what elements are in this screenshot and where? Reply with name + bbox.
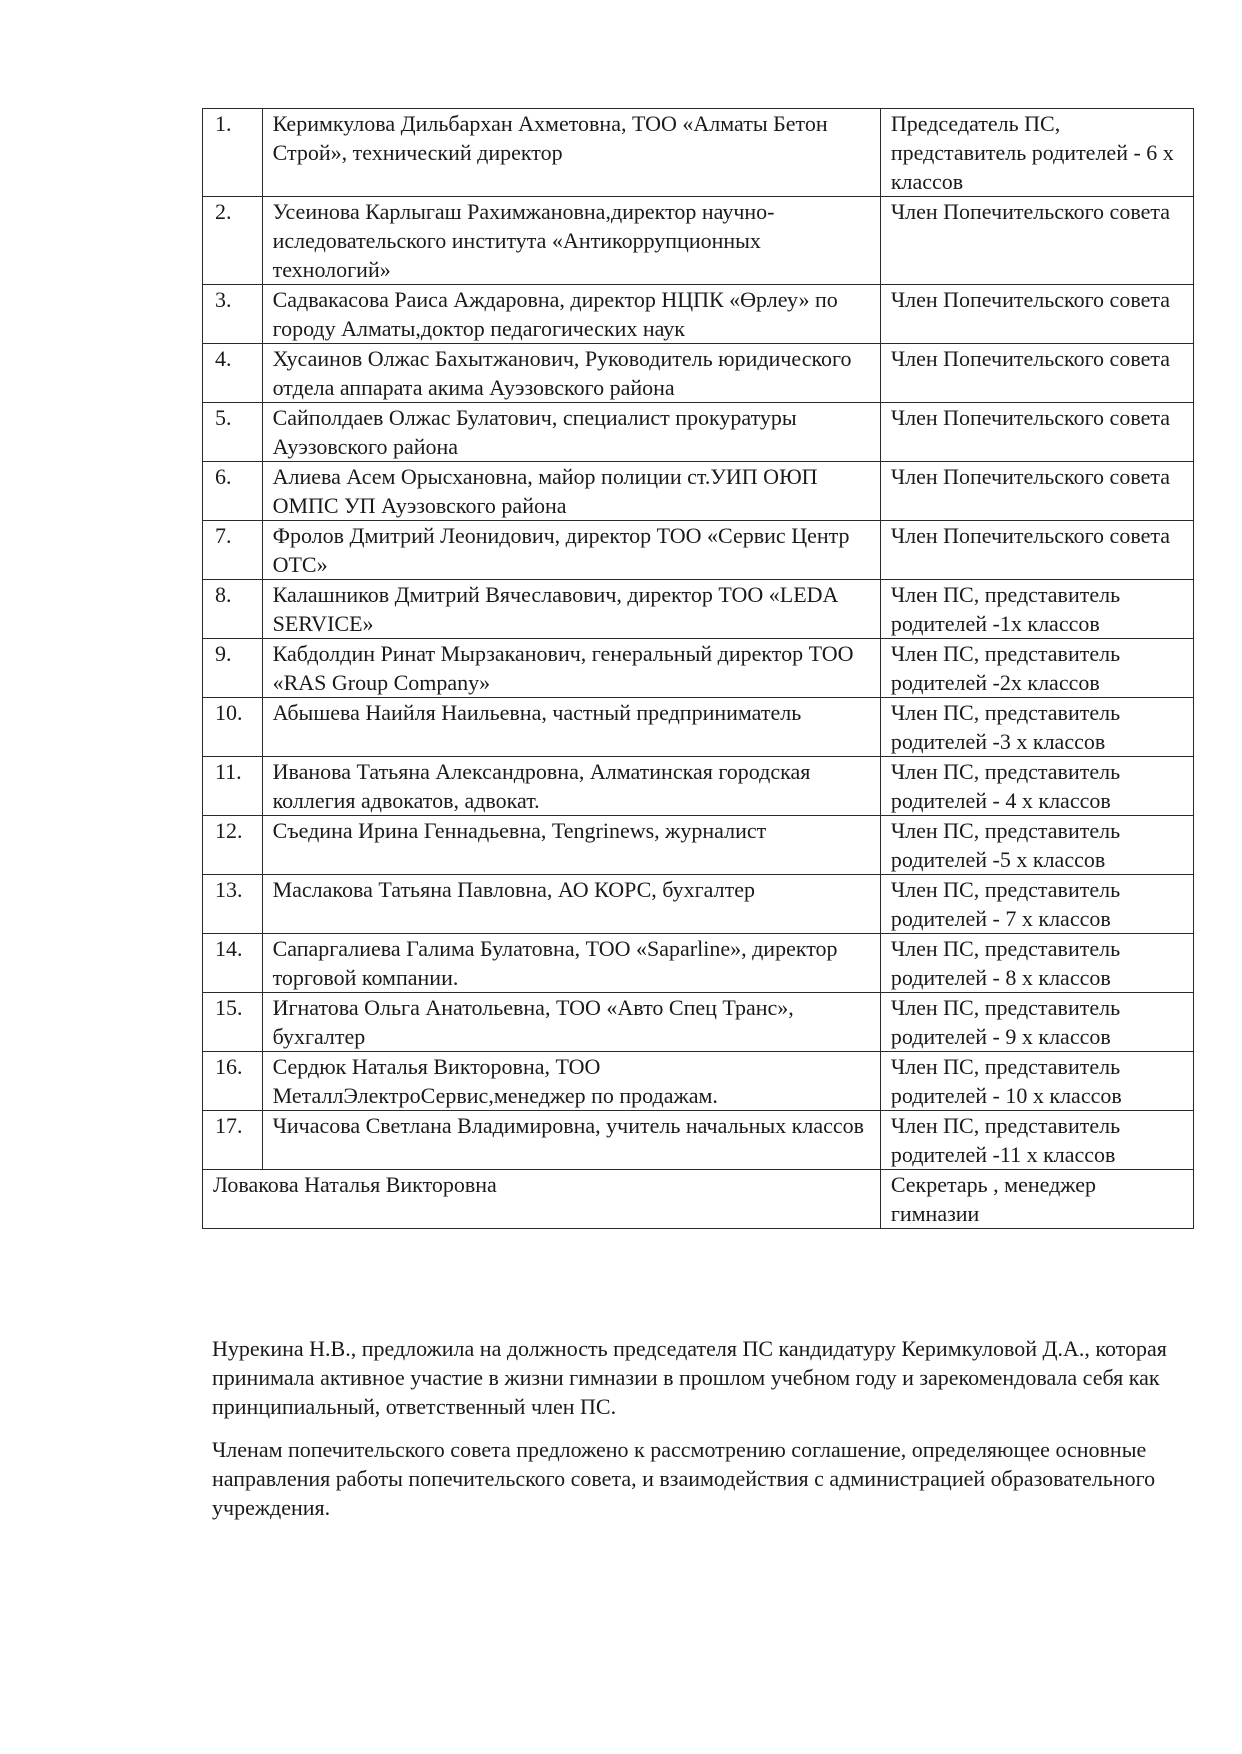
- member-description: Съедина Ирина Геннадьевна, Tengrinews, журналист: [262, 816, 880, 875]
- row-number: 2.: [203, 197, 263, 285]
- row-number: 4.: [203, 344, 263, 403]
- table-row: [203, 934, 1194, 993]
- row-number: 7.: [203, 521, 263, 580]
- table-row: [203, 1052, 1194, 1111]
- row-number: 8.: [203, 580, 263, 639]
- member-role: Член Попечительского совета: [880, 285, 1193, 344]
- member-role: Член ПС, представитель родителей -5 х классов: [880, 816, 1193, 875]
- row-number: 17.: [203, 1111, 263, 1170]
- member-role: Член ПС, представитель родителей -1х классов: [880, 580, 1193, 639]
- member-description: Иванова Татьяна Александровна, Алматинская городская коллегия адвокатов, адвокат.: [262, 757, 880, 816]
- member-description: Алиева Асем Орысхановна, майор полиции ст.УИП ОЮП ОМПС УП Ауэзовского района: [262, 462, 880, 521]
- member-description: Абышева Наийля Наильевна, частный предприниматель: [262, 698, 880, 757]
- paragraph-agreement: Членам попечительского совета предложено к рассмотрению соглашение, определяющее основные направления работы попечительского совета, и взаимодействия с администрацией образовательного учреждения.: [212, 1437, 1156, 1520]
- table-row: [203, 757, 1194, 816]
- row-number: 15.: [203, 993, 263, 1052]
- member-role: Председатель ПС, представитель родителей - 6 х классов: [880, 109, 1193, 197]
- row-number: 9.: [203, 639, 263, 698]
- member-description: Калашников Дмитрий Вячеславович, директор ТОО «LEDA SERVICE»: [262, 580, 880, 639]
- member-description: Фролов Дмитрий Леонидович, директор ТОО «Сервис Центр ОТС»: [262, 521, 880, 580]
- table-row: [203, 875, 1194, 934]
- member-description: Сайполдаев Олжас Булатович, специалист прокуратуры Ауэзовского района: [262, 403, 880, 462]
- members-table: [202, 108, 1194, 1229]
- member-role: Член ПС, представитель родителей -11 х классов: [880, 1111, 1193, 1170]
- member-description: Маслакова Татьяна Павловна, АО КОРС, бухгалтер: [262, 875, 880, 934]
- members-table-body: [203, 109, 1194, 1170]
- row-number: 3.: [203, 285, 263, 344]
- row-number: 16.: [203, 1052, 263, 1111]
- secretary-name: Ловакова Наталья Викторовна: [203, 1170, 881, 1229]
- secretary-role: Секретарь , менеджер гимназии: [880, 1170, 1193, 1229]
- member-role: Член Попечительского совета: [880, 403, 1193, 462]
- table-row: [203, 344, 1194, 403]
- member-description: Керимкулова Дильбархан Ахметовна, ТОО «Алматы Бетон Строй», технический директор: [262, 109, 880, 197]
- member-role: Член ПС, представитель родителей -2х классов: [880, 639, 1193, 698]
- row-number: 6.: [203, 462, 263, 521]
- table-row: [203, 197, 1194, 285]
- table-row: [203, 462, 1194, 521]
- row-number: 11.: [203, 757, 263, 816]
- member-description: Усеинова Карлыгаш Рахимжановна,директор научно-иследовательского института «Антикоррупционных технологий»: [262, 197, 880, 285]
- member-description: Кабдолдин Ринат Мырзаканович, генеральный директор ТОО «RAS Group Company»: [262, 639, 880, 698]
- member-role: Член ПС, представитель родителей - 7 х классов: [880, 875, 1193, 934]
- secretary-row: [203, 1170, 1194, 1229]
- member-role: Член ПС, представитель родителей - 4 х классов: [880, 757, 1193, 816]
- member-role: Член Попечительского совета: [880, 521, 1193, 580]
- table-row: [203, 639, 1194, 698]
- table-row: [203, 1111, 1194, 1170]
- table-row: [203, 993, 1194, 1052]
- paragraph-chairman-proposal: Нурекина Н.В., предложила на должность председателя ПС кандидатуру Керимкуловой Д.А., которая принимала активное участие в жизни гимназии в прошлом учебном году и зарекомендовала себя как принципиальный, ответственный член ПС.: [212, 1336, 1167, 1419]
- table-row: [203, 816, 1194, 875]
- member-description: Хусаинов Олжас Бахытжанович, Руководитель юридического отдела аппарата акима Ауэзовского района: [262, 344, 880, 403]
- member-role: Член Попечительского совета: [880, 344, 1193, 403]
- row-number: 10.: [203, 698, 263, 757]
- row-number: 5.: [203, 403, 263, 462]
- member-role: Член ПС, представитель родителей - 10 х классов: [880, 1052, 1193, 1111]
- member-description: Игнатова Ольга Анатольевна, ТОО «Авто Спец Транс», бухгалтер: [262, 993, 880, 1052]
- table-row: [203, 521, 1194, 580]
- row-number: 14.: [203, 934, 263, 993]
- member-role: Член ПС, представитель родителей -3 х классов: [880, 698, 1193, 757]
- member-description: Садвакасова Раиса Аждаровна, директор НЦПК «Өрлеу» по городу Алматы,доктор педагогических наук: [262, 285, 880, 344]
- row-number: 1.: [203, 109, 263, 197]
- member-role: Член ПС, представитель родителей - 8 х классов: [880, 934, 1193, 993]
- member-description: Сапаргалиева Галима Булатовна, ТОО «Saparline», директор торговой компании.: [262, 934, 880, 993]
- table-row: [203, 403, 1194, 462]
- table-row: [203, 109, 1194, 197]
- table-row: [203, 285, 1194, 344]
- member-description: Чичасова Светлана Владимировна, учитель начальных классов: [262, 1111, 880, 1170]
- member-role: Член Попечительского совета: [880, 462, 1193, 521]
- table-row: [203, 580, 1194, 639]
- member-role: Член ПС, представитель родителей - 9 х классов: [880, 993, 1193, 1052]
- row-number: 13.: [203, 875, 263, 934]
- table-row: [203, 698, 1194, 757]
- row-number: 12.: [203, 816, 263, 875]
- member-role: Член Попечительского совета: [880, 197, 1193, 285]
- member-description: Сердюк Наталья Викторовна, ТОО МеталлЭлектроСервис,менеджер по продажам.: [262, 1052, 880, 1111]
